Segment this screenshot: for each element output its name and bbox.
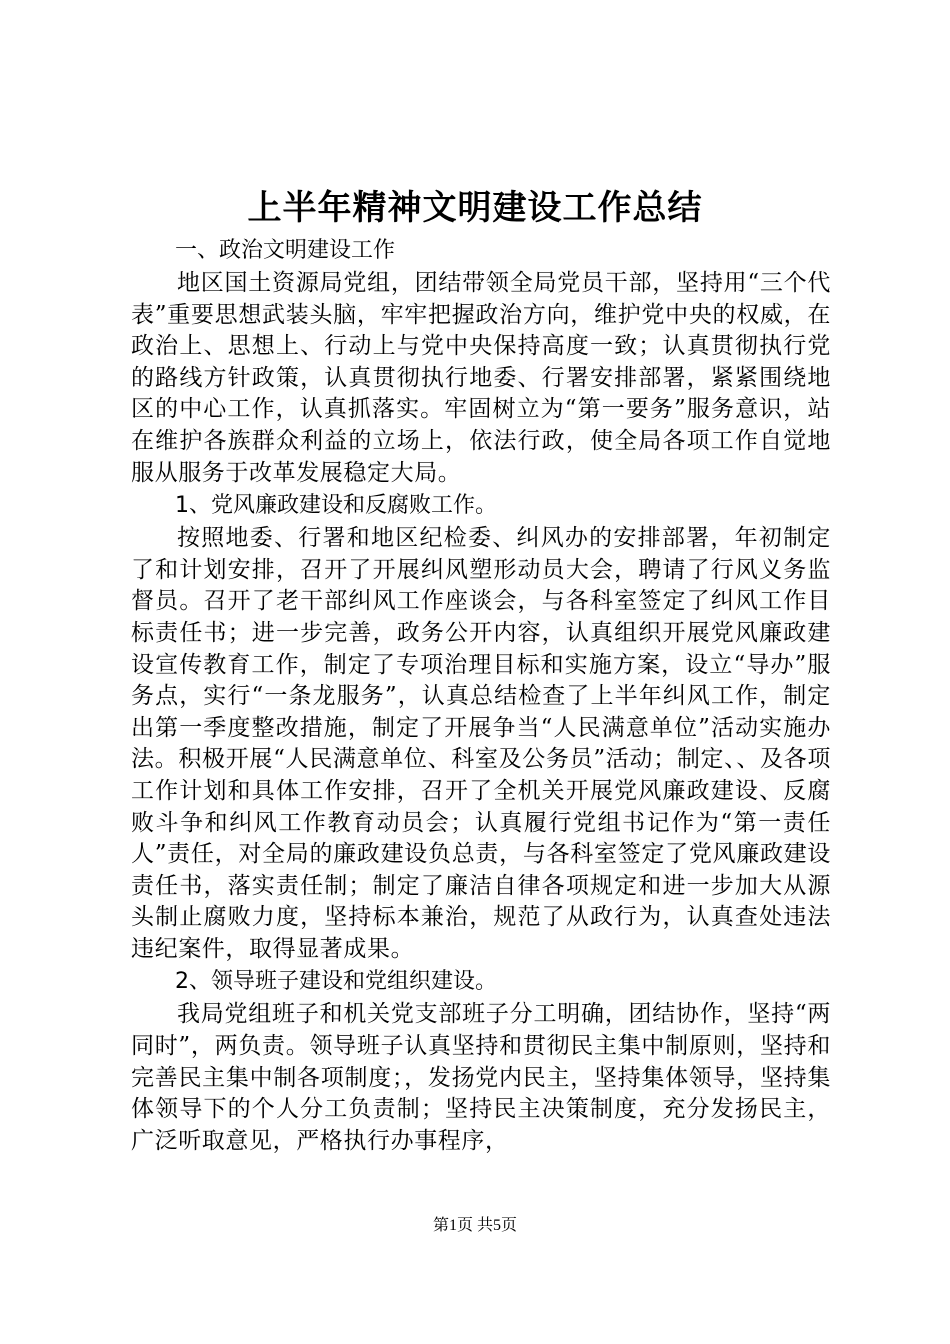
paragraph-anticorruption: 按照地委、行署和地区纪检委、纠风办的安排部署，年初制定了和计划安排，召开了开展纠风塑形动员大会，聘请了行风义务监督员。召开了老干部纠风工作座谈会，与各科室签定了纠风工作目标责任书；进一步完善，政务公开内容，认真组织开展党风廉政建设宣传教育工作，制定了专项治理目标和实施方案，设立“导办”服务点，实行“一条龙服务”，认真总结检查了上半年纠风工作，制定出第一季度整改措施，制定了开展争当“人民满意单位”活动实施办法。积极开展“人民满意单位、科室及公务员”活动；制定、、及各项工作计划和具体工作安排，召开了全机关开展党风廉政建设、反腐败斗争和纠风工作教育动员会；认真履行党组书记作为“第一责任人”责任，对全局的廉政建设负总责，与各科室签定了党风廉政建设责任书，落实责任制；制定了廉洁自律各项规定和进一步加大从源头制止腐败力度，坚持标本兼治，规范了从政行为，认真查处违法违纪案件，取得显著成果。	[131, 525, 831, 962]
paragraph-leadership: 我局党组班子和机关党支部班子分工明确，团结协作，坚持“两同时”，两负责。领导班子认真坚持和贯彻民主集中制原则，坚持和完善民主集中制各项制度；，发扬党内民主，坚持集体领导，坚持集体领导下的个人分工负责制；坚持民主决策制度，充分发扬民主，广泛听取意见，严格执行办事程序，	[131, 1001, 831, 1154]
paragraph-political: 地区国土资源局党组，团结带领全局党员干部，坚持用“三个代表”重要思想武装头脑，牢牢把握政治方向，维护党中央的权威，在政治上、思想上、行动上与党中央保持高度一致；认真贯彻执行党的路线方针政策，认真贯彻执行地委、行署安排部署，紧紧围绕地区的中心工作，认真抓落实。牢固树立为“第一要务”服务意识，站在维护各族群众利益的立场上，依法行政，使全局各项工作自觉地服从服务于改革发展稳定大局。	[131, 270, 831, 486]
document-title: 上半年精神文明建设工作总结	[247, 188, 703, 228]
document-body	[131, 234, 831, 1157]
page-footer: 第1页 共5页	[432, 1217, 517, 1234]
section-heading-leadership: 2、领导班子建设和党组织建设。	[175, 969, 497, 995]
section-heading-anticorruption: 1、党风廉政建设和反腐败工作。	[175, 493, 497, 519]
section-heading-political: 一、政治文明建设工作	[175, 238, 396, 263]
